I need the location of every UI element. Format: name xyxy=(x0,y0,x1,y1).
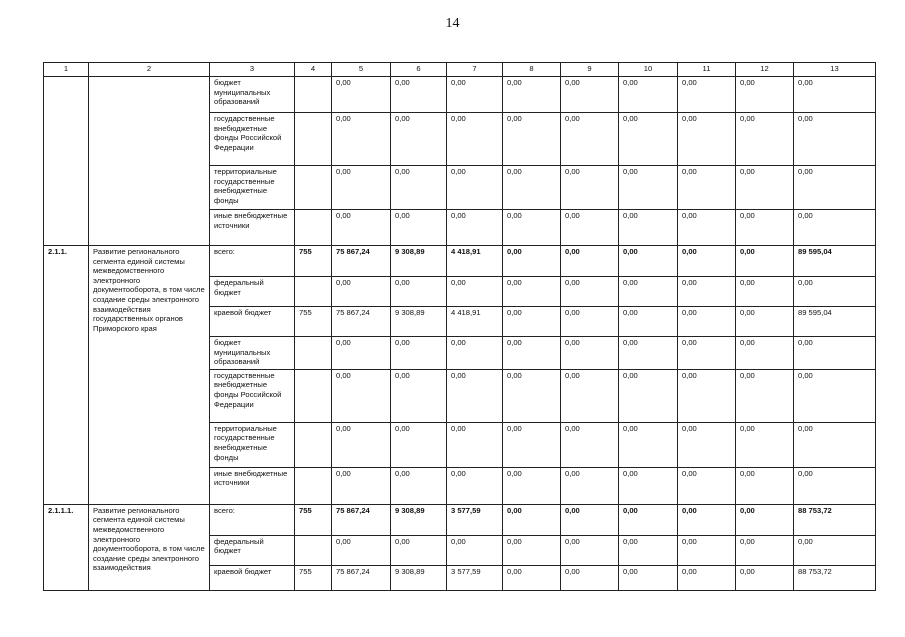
amount-cell: 9 308,89 xyxy=(391,565,447,590)
amount-cell: 0,00 xyxy=(391,277,447,307)
amount-cell: 0,00 xyxy=(736,422,794,467)
code-cell xyxy=(295,337,332,370)
section-number-cell: 2.1.1. xyxy=(44,246,89,505)
amount-cell: 0,00 xyxy=(332,210,391,246)
column-header: 3 xyxy=(210,63,295,77)
amount-cell: 0,00 xyxy=(736,565,794,590)
amount-cell: 0,00 xyxy=(447,422,503,467)
amount-cell: 0,00 xyxy=(561,337,619,370)
amount-cell: 0,00 xyxy=(678,113,736,166)
amount-cell: 0,00 xyxy=(619,337,678,370)
amount-cell: 0,00 xyxy=(794,422,876,467)
amount-cell: 0,00 xyxy=(619,422,678,467)
funding-source-cell: территориальные государственные внебюджетные фонды xyxy=(210,166,295,210)
amount-cell: 0,00 xyxy=(332,113,391,166)
amount-cell: 0,00 xyxy=(736,277,794,307)
amount-cell: 0,00 xyxy=(503,77,561,113)
amount-cell: 0,00 xyxy=(794,369,876,422)
amount-cell: 0,00 xyxy=(678,277,736,307)
amount-cell: 0,00 xyxy=(391,467,447,504)
amount-cell: 0,00 xyxy=(794,113,876,166)
amount-cell: 0,00 xyxy=(503,307,561,337)
amount-cell: 0,00 xyxy=(794,535,876,565)
amount-cell: 75 867,24 xyxy=(332,246,391,277)
amount-cell: 0,00 xyxy=(736,246,794,277)
amount-cell: 0,00 xyxy=(561,246,619,277)
amount-cell: 0,00 xyxy=(332,369,391,422)
amount-cell: 0,00 xyxy=(619,535,678,565)
amount-cell: 3 577,59 xyxy=(447,504,503,535)
column-header: 11 xyxy=(678,63,736,77)
amount-cell: 0,00 xyxy=(561,565,619,590)
amount-cell: 0,00 xyxy=(736,369,794,422)
amount-cell: 0,00 xyxy=(561,369,619,422)
amount-cell: 0,00 xyxy=(447,369,503,422)
amount-cell: 4 418,91 xyxy=(447,246,503,277)
amount-cell: 0,00 xyxy=(447,467,503,504)
funding-source-cell: бюджет муниципальных образований xyxy=(210,77,295,113)
amount-cell: 0,00 xyxy=(736,113,794,166)
code-cell xyxy=(295,422,332,467)
funding-source-cell: краевой бюджет xyxy=(210,307,295,337)
amount-cell: 0,00 xyxy=(503,565,561,590)
amount-cell: 0,00 xyxy=(332,277,391,307)
amount-cell: 0,00 xyxy=(561,467,619,504)
activity-name-cell: Развитие регионального сегмента единой системы межведомственного электронного документооборота, в том числе создание среды электронного взаимодействия xyxy=(89,504,210,590)
amount-cell: 89 595,04 xyxy=(794,246,876,277)
amount-cell: 0,00 xyxy=(678,210,736,246)
amount-cell: 0,00 xyxy=(561,210,619,246)
code-cell: 755 xyxy=(295,504,332,535)
amount-cell: 0,00 xyxy=(619,369,678,422)
activity-name-cell: Развитие регионального сегмента единой системы межведомственного электронного документооборота, в том числе создание среды электронного взаимодействия государственных органов Приморского края xyxy=(89,246,210,505)
amount-cell: 0,00 xyxy=(794,337,876,370)
column-header: 1 xyxy=(44,63,89,77)
amount-cell: 0,00 xyxy=(678,337,736,370)
table-row xyxy=(44,246,876,277)
code-cell: 755 xyxy=(295,246,332,277)
amount-cell: 0,00 xyxy=(736,166,794,210)
column-header: 13 xyxy=(794,63,876,77)
column-header: 8 xyxy=(503,63,561,77)
amount-cell: 0,00 xyxy=(332,166,391,210)
amount-cell: 88 753,72 xyxy=(794,565,876,590)
funding-source-cell: государственные внебюджетные фонды Российской Федерации xyxy=(210,113,295,166)
amount-cell: 0,00 xyxy=(332,467,391,504)
amount-cell: 0,00 xyxy=(503,369,561,422)
amount-cell: 0,00 xyxy=(678,565,736,590)
code-cell: 755 xyxy=(295,565,332,590)
amount-cell: 9 308,89 xyxy=(391,307,447,337)
column-header: 5 xyxy=(332,63,391,77)
amount-cell: 3 577,59 xyxy=(447,565,503,590)
amount-cell: 0,00 xyxy=(619,565,678,590)
amount-cell: 0,00 xyxy=(447,113,503,166)
amount-cell: 0,00 xyxy=(678,422,736,467)
amount-cell: 0,00 xyxy=(503,504,561,535)
amount-cell: 0,00 xyxy=(561,166,619,210)
column-header: 2 xyxy=(89,63,210,77)
amount-cell: 0,00 xyxy=(736,467,794,504)
amount-cell: 0,00 xyxy=(391,337,447,370)
funding-source-cell: краевой бюджет xyxy=(210,565,295,590)
amount-cell: 0,00 xyxy=(736,307,794,337)
code-cell xyxy=(295,210,332,246)
amount-cell: 0,00 xyxy=(391,369,447,422)
amount-cell: 0,00 xyxy=(678,307,736,337)
table-row xyxy=(44,504,876,535)
header-row xyxy=(44,63,876,77)
amount-cell: 0,00 xyxy=(503,422,561,467)
amount-cell: 0,00 xyxy=(447,535,503,565)
amount-cell: 0,00 xyxy=(678,369,736,422)
amount-cell: 0,00 xyxy=(447,166,503,210)
activity-name-cell xyxy=(89,77,210,246)
amount-cell: 0,00 xyxy=(561,535,619,565)
amount-cell: 0,00 xyxy=(391,77,447,113)
column-header: 7 xyxy=(447,63,503,77)
amount-cell: 0,00 xyxy=(678,77,736,113)
column-header: 12 xyxy=(736,63,794,77)
amount-cell: 0,00 xyxy=(503,210,561,246)
amount-cell: 0,00 xyxy=(619,504,678,535)
column-header: 6 xyxy=(391,63,447,77)
amount-cell: 0,00 xyxy=(332,535,391,565)
amount-cell: 0,00 xyxy=(332,337,391,370)
amount-cell: 0,00 xyxy=(794,277,876,307)
amount-cell: 0,00 xyxy=(391,535,447,565)
amount-cell: 0,00 xyxy=(619,210,678,246)
amount-cell: 0,00 xyxy=(503,246,561,277)
budget-table xyxy=(43,62,876,591)
funding-source-cell: бюджет муниципальных образований xyxy=(210,337,295,370)
code-cell: 755 xyxy=(295,307,332,337)
code-cell xyxy=(295,467,332,504)
amount-cell: 0,00 xyxy=(619,246,678,277)
amount-cell: 0,00 xyxy=(447,337,503,370)
amount-cell: 0,00 xyxy=(447,210,503,246)
amount-cell: 0,00 xyxy=(503,337,561,370)
amount-cell: 0,00 xyxy=(391,113,447,166)
amount-cell: 0,00 xyxy=(619,307,678,337)
amount-cell: 0,00 xyxy=(619,113,678,166)
amount-cell: 0,00 xyxy=(391,210,447,246)
amount-cell: 0,00 xyxy=(561,277,619,307)
code-cell xyxy=(295,369,332,422)
column-header: 9 xyxy=(561,63,619,77)
amount-cell: 0,00 xyxy=(503,277,561,307)
section-number-cell xyxy=(44,77,89,246)
table-row xyxy=(44,77,876,113)
amount-cell: 9 308,89 xyxy=(391,504,447,535)
amount-cell: 0,00 xyxy=(447,277,503,307)
amount-cell: 0,00 xyxy=(736,504,794,535)
amount-cell: 0,00 xyxy=(736,210,794,246)
amount-cell: 89 595,04 xyxy=(794,307,876,337)
amount-cell: 0,00 xyxy=(794,166,876,210)
amount-cell: 0,00 xyxy=(678,246,736,277)
table-body xyxy=(44,63,876,591)
amount-cell: 0,00 xyxy=(678,504,736,535)
amount-cell: 88 753,72 xyxy=(794,504,876,535)
code-cell xyxy=(295,166,332,210)
amount-cell: 0,00 xyxy=(503,113,561,166)
amount-cell: 0,00 xyxy=(736,535,794,565)
amount-cell: 0,00 xyxy=(619,277,678,307)
amount-cell: 75 867,24 xyxy=(332,565,391,590)
column-header: 10 xyxy=(619,63,678,77)
amount-cell: 0,00 xyxy=(678,467,736,504)
amount-cell: 0,00 xyxy=(332,77,391,113)
amount-cell: 0,00 xyxy=(736,337,794,370)
funding-source-cell: иные внебюджетные источники xyxy=(210,210,295,246)
amount-cell: 0,00 xyxy=(391,422,447,467)
amount-cell: 0,00 xyxy=(561,113,619,166)
amount-cell: 0,00 xyxy=(678,166,736,210)
funding-source-cell: территориальные государственные внебюджетные фонды xyxy=(210,422,295,467)
amount-cell: 9 308,89 xyxy=(391,246,447,277)
code-cell xyxy=(295,535,332,565)
funding-source-cell: государственные внебюджетные фонды Российской Федерации xyxy=(210,369,295,422)
amount-cell: 0,00 xyxy=(794,77,876,113)
amount-cell: 0,00 xyxy=(794,467,876,504)
amount-cell: 0,00 xyxy=(619,467,678,504)
funding-source-cell: всего: xyxy=(210,246,295,277)
amount-cell: 0,00 xyxy=(391,166,447,210)
amount-cell: 0,00 xyxy=(561,422,619,467)
amount-cell: 0,00 xyxy=(561,77,619,113)
amount-cell: 0,00 xyxy=(561,307,619,337)
code-cell xyxy=(295,277,332,307)
amount-cell: 0,00 xyxy=(736,77,794,113)
page-number: 14 xyxy=(445,16,460,31)
funding-source-cell: иные внебюджетные источники xyxy=(210,467,295,504)
amount-cell: 0,00 xyxy=(332,422,391,467)
section-number-cell: 2.1.1.1. xyxy=(44,504,89,590)
amount-cell: 75 867,24 xyxy=(332,504,391,535)
code-cell xyxy=(295,77,332,113)
funding-source-cell: федеральный бюджет xyxy=(210,535,295,565)
amount-cell: 0,00 xyxy=(678,535,736,565)
amount-cell: 0,00 xyxy=(619,77,678,113)
code-cell xyxy=(295,113,332,166)
amount-cell: 0,00 xyxy=(794,210,876,246)
amount-cell: 0,00 xyxy=(503,535,561,565)
amount-cell: 0,00 xyxy=(561,504,619,535)
funding-source-cell: федеральный бюджет xyxy=(210,277,295,307)
amount-cell: 75 867,24 xyxy=(332,307,391,337)
amount-cell: 0,00 xyxy=(503,467,561,504)
column-header: 4 xyxy=(295,63,332,77)
funding-source-cell: всего: xyxy=(210,504,295,535)
amount-cell: 4 418,91 xyxy=(447,307,503,337)
amount-cell: 0,00 xyxy=(447,77,503,113)
amount-cell: 0,00 xyxy=(619,166,678,210)
amount-cell: 0,00 xyxy=(503,166,561,210)
